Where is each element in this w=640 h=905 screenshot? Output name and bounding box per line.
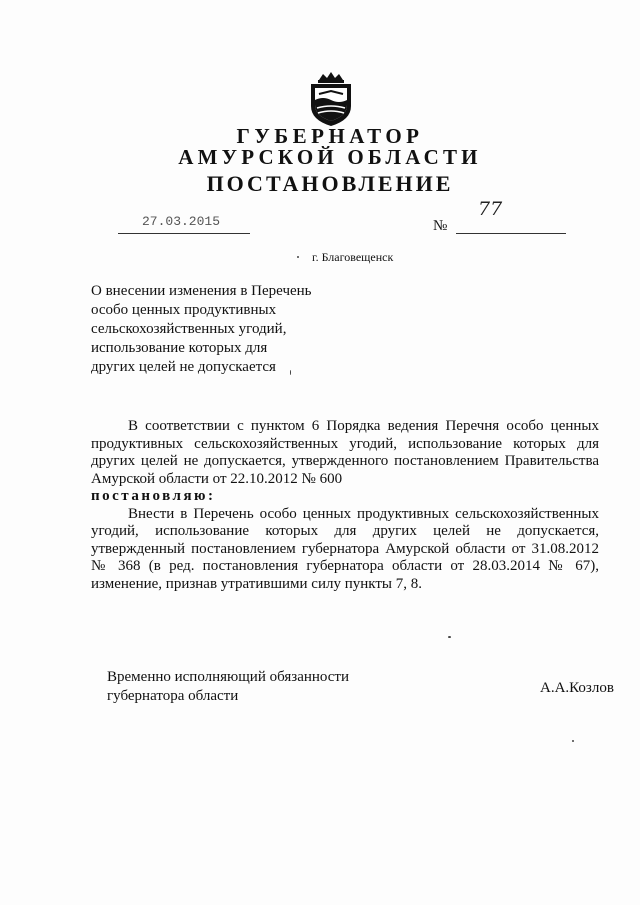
decree-word: постановляю: — [91, 488, 216, 504]
signature-position — [107, 668, 349, 706]
decree-paragraph: Внести в Перечень особо ценных продуктивных сельскохозяйственных угодий, использование которых для других целей не допускается, утвержденный постановлением губернатора Амурской области от 31.08.2012 № 368 (в ред. постановления губернатора области от 28.03.2014 № 67), изменение, признав утратившими силу пункты 7, 8. — [91, 505, 599, 592]
subject-line: особо ценных продуктивных — [91, 302, 277, 318]
number-underline — [456, 219, 566, 234]
preamble-paragraph: В соответствии с пунктом 6 Порядка ведения Перечня особо ценных продуктивных сельскохозяйственных угодий, использование которых для других целей не допускается, утвержденного постановлением Правительства Амурской области от 22.10.2012 № 600 — [91, 418, 599, 487]
amur-coat-of-arms-icon — [305, 70, 357, 128]
signature-position-line: Временно исполняющий обязанности — [107, 669, 350, 685]
city-name: г. Благовещенск — [312, 250, 394, 264]
header-title-region: АМУРСКОЙ ОБЛАСТИ — [178, 145, 482, 169]
subject-line: использование которых для — [91, 340, 268, 356]
signature-name: А.А.Козлов — [540, 680, 614, 696]
signature-position-line: губернатора области — [107, 688, 239, 704]
header-doc-type: ПОСТАНОВЛЕНИЕ — [206, 171, 454, 196]
scan-speck — [572, 740, 574, 742]
document-date: 27.03.2015 — [142, 214, 221, 229]
header-title-governor: ГУБЕРНАТОР — [236, 124, 424, 148]
number-sign: № — [433, 218, 448, 234]
document-subject — [91, 282, 312, 377]
document-body — [91, 418, 599, 593]
scan-speck — [290, 370, 291, 375]
subject-line: сельскохозяйственных угодий, — [91, 321, 287, 337]
subject-line: О внесении изменения в Перечень — [91, 283, 312, 299]
document-number: 77 — [478, 198, 503, 220]
subject-line: других целей не допускается — [91, 359, 276, 375]
scan-speck — [448, 636, 451, 638]
scan-speck — [297, 256, 299, 258]
